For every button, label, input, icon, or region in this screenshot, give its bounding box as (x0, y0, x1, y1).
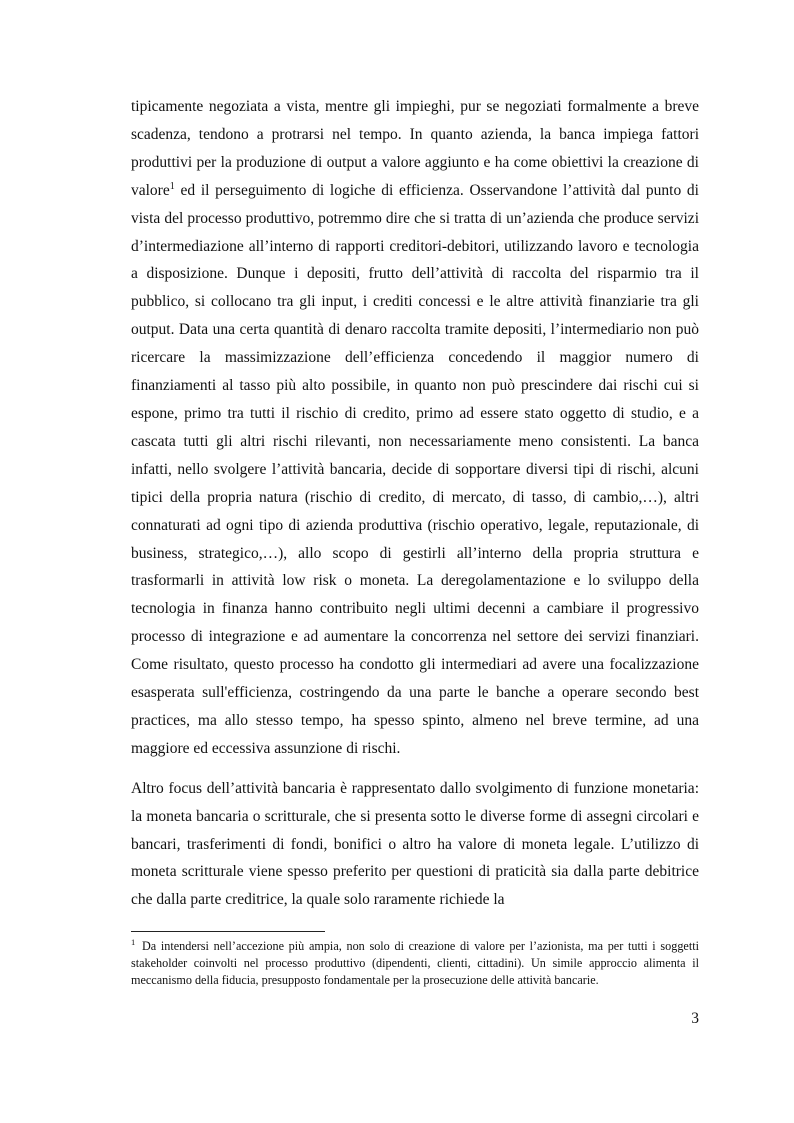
footnote (131, 938, 699, 988)
footnote-reference[interactable]: 1 (169, 180, 175, 192)
paragraph-1-text-end: ed il perseguimento di logiche di efficienza. Osservandone l’attività dal punto di vista del processo produttivo, potremmo dire che si tratta di un’azienda che produce servizi d’intermediazione all’interno di rapporti creditori-debitori, utilizzando lavoro e tecnologia a disposizione. Dunque i depositi, frutto dell’attività di raccolta del risparmio tra il pubblico, si collocano tra gli input, i crediti concessi e le altre attività finanziarie tra gli output. Data una certa quantità di denaro raccolta tramite depositi, l’intermediario non può ricercare la massimizzazione dell’efficienza concedendo il maggior numero di finanziamenti al tasso più alto possibile, in quanto non può prescindere dai rischi cui si espone, primo tra tutti il rischio di credito, primo ad essere stato oggetto di studio, e a cascata tutti gli altri rischi rilevanti, non necessariamente meno consistenti. La banca infatti, nello svolgere l’attività bancaria, decide di sopportare diversi tipi di rischi, alcuni tipici della propria natura (rischio di credito, di mercato, di tasso, di cambio,…), altri connaturati ad ogni tipo di azienda produttiva (rischio operativo, legale, reputazionale, di business, strategico,…), allo scopo di gestirli all’interno della propria struttura e trasformarli in attività low risk o moneta. La deregolamentazione e lo sviluppo della tecnologia in finanza hanno contribuito negli ultimi decenni a cambiare il progressivo processo di integrazione e ad aumentare la concorrenza nel settore dei servizi finanziari. Come risultato, questo processo ha condotto gli intermediari ad avere una focalizzazione esasperata sull'efficienza, costringendo da una parte le banche a operare secondo best practices, ma allo stesso tempo, ha spesso spinto, almeno nel breve termine, ad una maggiore ed eccessiva assunzione di rischi. (131, 181, 699, 757)
body-text (131, 93, 699, 914)
footnote-mark: 1 (131, 936, 136, 947)
paragraph-2: Altro focus dell’attività bancaria è rappresentato dallo svolgimento di funzione monetaria: la moneta bancaria o scritturale, che si presenta sotto le diverse forme di assegni circolari e bancari, trasferimenti di fondi, bonifici o altro ha valore di moneta legale. L’utilizzo di moneta scritturale viene spesso preferito per questioni di praticità sia dalla parte debitrice che dalla parte creditrice, la quale solo raramente richiede la (131, 779, 699, 909)
footnote-text: Da intendersi nell’accezione più ampia, non solo di creazione di valore per l’azionista, ma per tutti i soggetti stakeholder coinvolti nel processo produttivo (dipendenti, clienti, cittadini). Un simile approccio alimenta il meccanismo della fiducia, presupposto fondamentale per la prosecuzione delle attività bancarie. (131, 939, 699, 987)
footnote-divider (131, 931, 325, 932)
paragraph-1 (131, 93, 699, 763)
paragraph-1-text-start: tipicamente negoziata a vista, mentre gli impieghi, pur se negoziati formalmente a breve scadenza, tendono a protrarsi nel tempo. In quanto azienda, la banca impiega fattori produttivi per la produzione di output a valore aggiunto e ha come obiettivi la creazione di valore (131, 98, 699, 199)
page-number: 3 (691, 1010, 699, 1027)
